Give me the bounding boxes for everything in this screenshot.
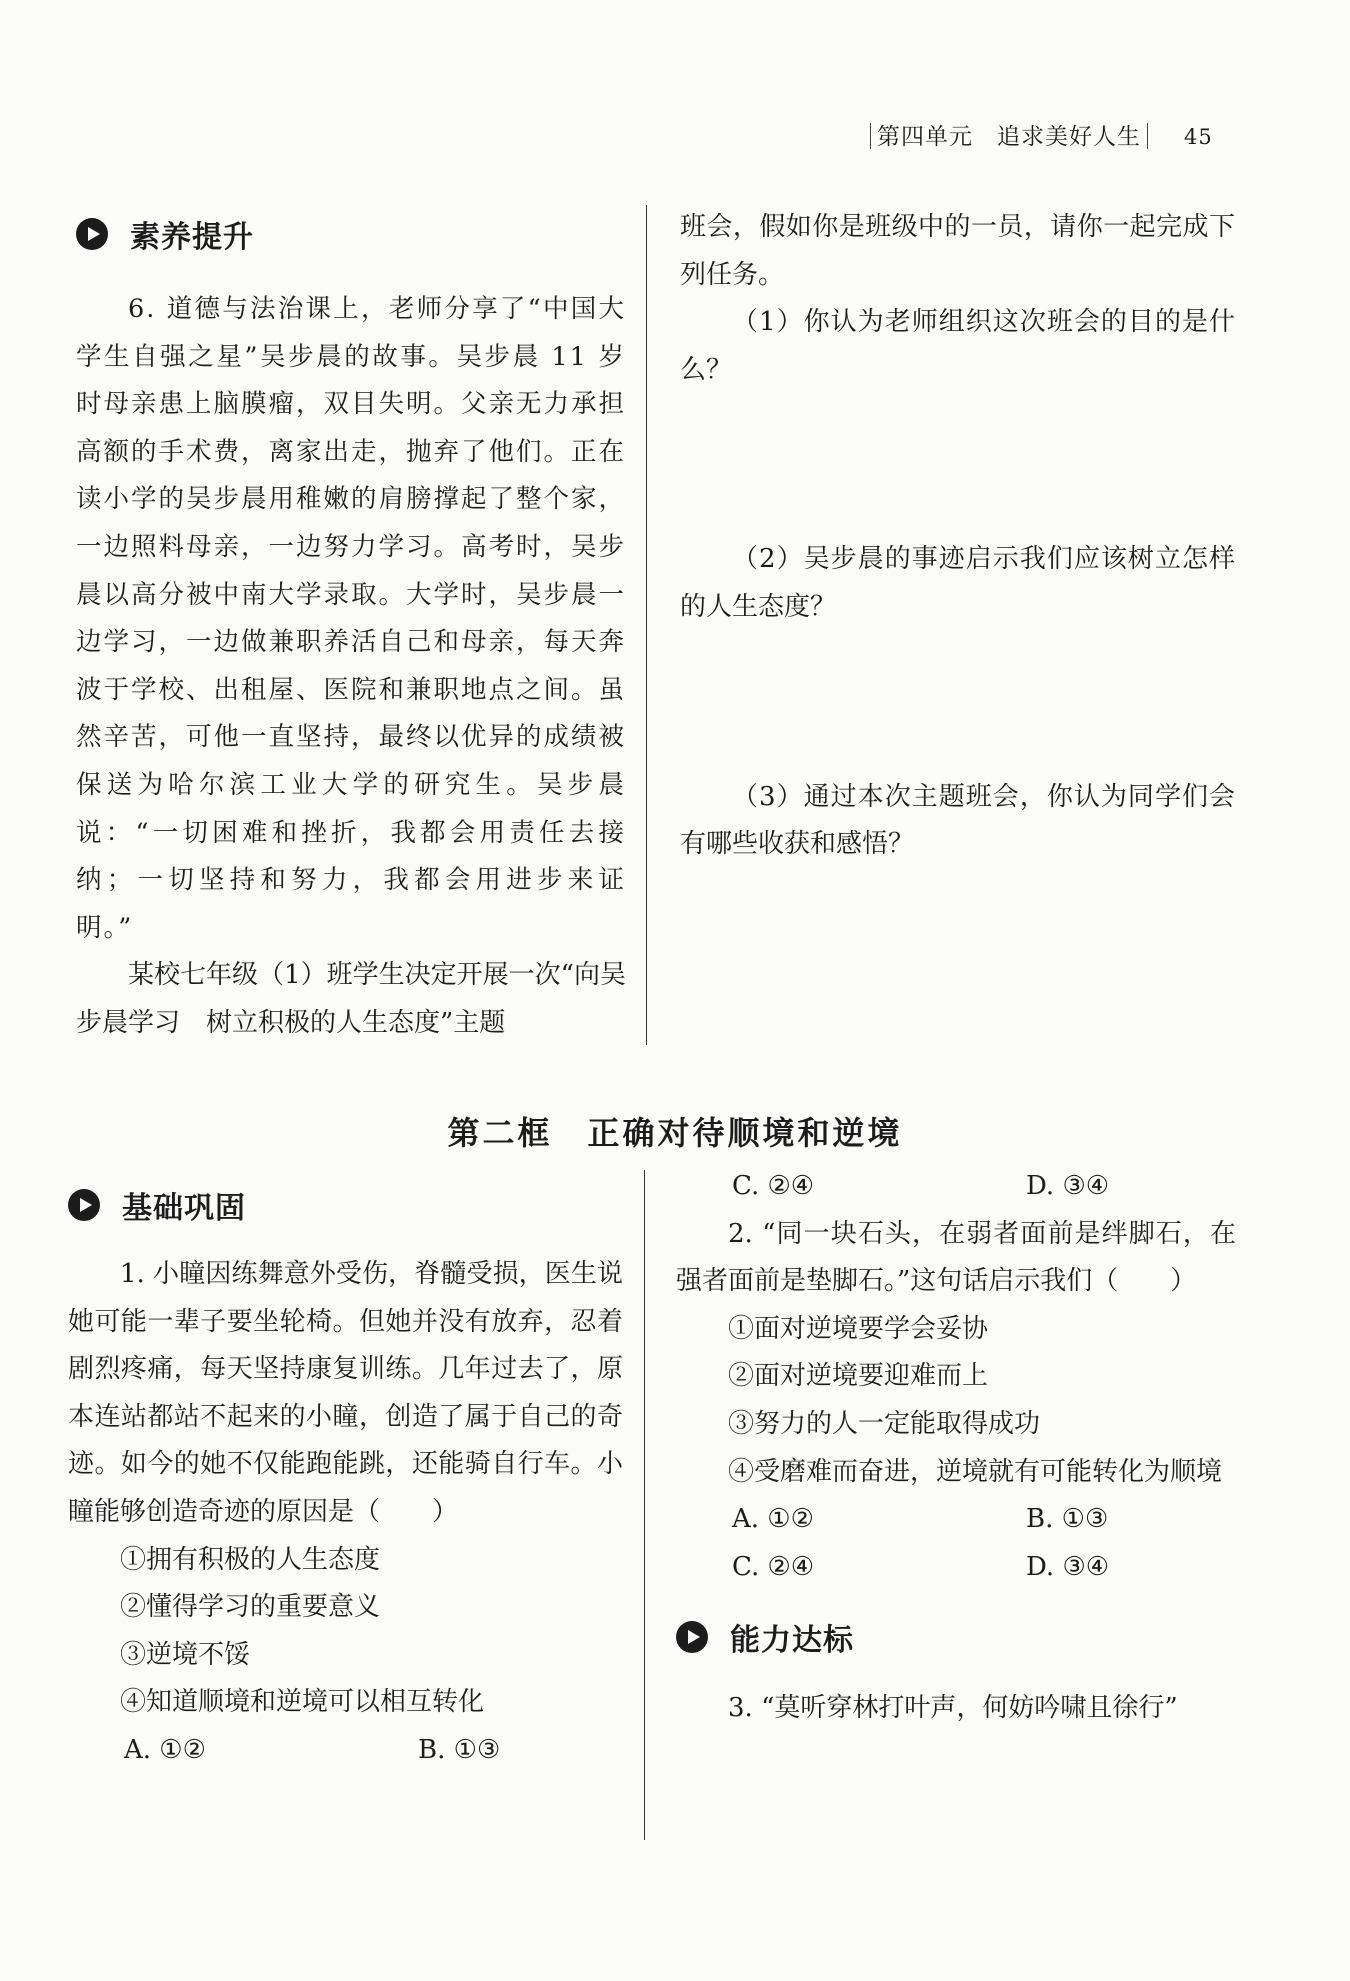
q2-choice-d[interactable]: D. ③④ xyxy=(1026,1551,1110,1582)
section-title: 基础巩固 xyxy=(122,1191,246,1226)
top-left-column xyxy=(76,212,626,1048)
q2-choice-c[interactable]: C. ②④ xyxy=(732,1551,815,1582)
q2-choice-row xyxy=(676,1496,1236,1544)
q2-choice-b[interactable]: B. ①③ xyxy=(1026,1504,1109,1535)
play-bullet-icon xyxy=(76,218,108,250)
bottom-left-column xyxy=(68,1183,623,1775)
page-number: 45 xyxy=(1184,125,1213,149)
unit-title: 第四单元 追求美好人生 xyxy=(877,124,1141,150)
q1-choice-c[interactable]: C. ②④ xyxy=(732,1171,815,1201)
q1-item: ④知道顺境和逆境可以相互转化 xyxy=(120,1687,485,1718)
q2-choice-a[interactable]: A. ①② xyxy=(732,1504,814,1535)
question-6-task: 某校七年级（1）班学生决定开展一次“向吴步晨学习 树立积极的人生态度”主题 xyxy=(76,960,626,1038)
q1-choice-b[interactable]: B. ①③ xyxy=(418,1734,501,1765)
column-divider-top xyxy=(646,205,647,1045)
q1-choice-a[interactable]: A. ①② xyxy=(124,1734,206,1765)
sub-question-1: （1）你认为老师组织这次班会的目的是什么？ xyxy=(680,307,1235,385)
q2-choice-row xyxy=(676,1544,1236,1592)
q1-item: ③逆境不馁 xyxy=(120,1639,251,1670)
question-1-stem: 1. 小瞳因练舞意外受伤，脊髓受损，医生说她可能一辈子要坐轮椅。但她并没有放弃，忍着剧烈疼痛，每天坚持康复训练。几年过去了，原本连站都站不起来的小瞳，创造了属于自己的奇迹。如今的她不仅能跑能跳，还能骑自行车。小瞳能够创造奇迹的原因是（ ） xyxy=(68,1259,623,1527)
play-bullet-icon xyxy=(68,1189,100,1221)
header-divider xyxy=(870,123,871,149)
q2-item: ②面对逆境要迎难而上 xyxy=(728,1361,989,1392)
section-heading xyxy=(676,1615,1236,1659)
column-divider-bottom xyxy=(644,1170,645,1840)
question-3-stem: 3. “莫听穿林打叶声，何妨吟啸且徐行” xyxy=(728,1693,1178,1724)
q1-item: ②懂得学习的重要意义 xyxy=(120,1592,381,1623)
header-divider xyxy=(1147,123,1148,149)
q2-item: ④受磨难而奋进，逆境就有可能转化为顺境 xyxy=(728,1456,1223,1487)
play-bullet-icon xyxy=(676,1621,708,1653)
bottom-right-column xyxy=(676,1163,1236,1733)
section-title: 能力达标 xyxy=(730,1623,854,1659)
q1-choice-d[interactable]: D. ③④ xyxy=(1026,1171,1110,1201)
q2-item: ③努力的人一定能取得成功 xyxy=(728,1408,1041,1439)
section-heading xyxy=(76,212,626,256)
top-right-column xyxy=(680,204,1235,869)
question-2-stem: 2. “同一块石头，在弱者面前是绊脚石，在强者面前是垫脚石。”这句话启示我们（ ） xyxy=(676,1218,1236,1297)
question-6-story: 6. 道德与法治课上，老师分享了“中国大学生自强之星”吴步晨的故事。吴步晨 11 岁时母亲患上脑膜瘤，双目失明。父亲无力承担高额的手术费，离家出走，抛弃了他们。正在读小学的吴步晨用稚嫩的肩膀撑起了整个家，一边照料母亲，一边努力学习。高考时，吴步晨以高分被中南大学录取。大学时，吴步晨一边学习，一边做兼职养活自己和母亲，每天奔波于学校、出租屋、医院和兼职地点之间。虽然辛苦，可他一直坚持，最终以优异的成绩被保送为哈尔滨工业大学的研究生。吴步晨说：“一切困难和挫折，我都会用责任去接纳；一切坚持和努力，我都会用进步来证明。” xyxy=(76,294,627,943)
section-heading xyxy=(68,1183,623,1227)
running-header xyxy=(864,118,1213,151)
frame-title: 第二框 正确对待顺境和逆境 xyxy=(447,1114,903,1152)
sub-question-2: （2）吴步晨的事迹启示我们应该树立怎样的人生态度？ xyxy=(680,544,1235,622)
q1-choice-row-continued xyxy=(676,1163,1236,1211)
question-6-task-continued: 班会，假如你是班级中的一员，请你一起完成下列任务。 xyxy=(680,212,1235,290)
sub-question-3: （3）通过本次主题班会，你认为同学们会有哪些收获和感悟？ xyxy=(680,781,1235,860)
section-title: 素养提升 xyxy=(130,220,254,255)
q1-choice-row xyxy=(68,1727,623,1775)
q1-item: ①拥有积极的人生态度 xyxy=(120,1544,381,1575)
q2-item: ①面对逆境要学会妥协 xyxy=(728,1313,989,1344)
